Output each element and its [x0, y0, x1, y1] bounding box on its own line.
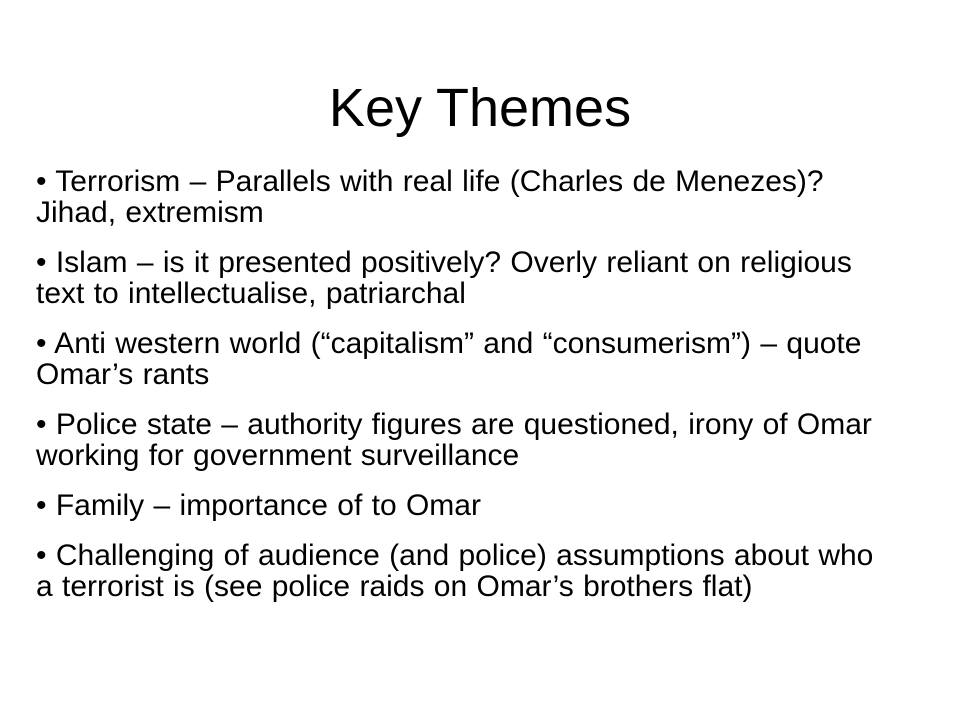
bullet-item-terrorism: • Terrorism – Parallels with real life (Charles de Menezes)? Jihad, extremism: [36, 165, 824, 229]
bullet-item-anti-western: • Anti western world (“capitalism” and “consumerism”) – quote Omar’s rants: [36, 327, 862, 391]
bullet-item-police-state: • Police state – authority figures are questioned, irony of Omar working for government surveillance: [36, 408, 872, 472]
bullet-item-islam: • Islam – is it presented positively? Overly reliant on religious text to intellectualise, patriarchal: [36, 246, 852, 310]
bullet-item-family: • Family – importance of to Omar: [36, 489, 481, 522]
slide-title: Key Themes: [328, 78, 632, 138]
bullet-list: [36, 166, 896, 621]
bullet-item-challenging: • Challenging of audience (and police) assumptions about who a terrorist is (see police raids on Omar’s brothers flat): [36, 539, 874, 603]
